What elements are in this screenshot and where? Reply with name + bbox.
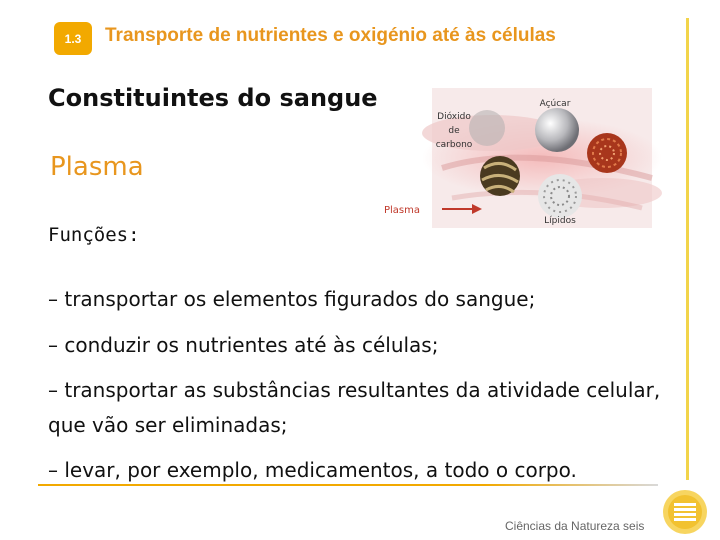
list-item: – transportar os elementos figurados do sangue; — [48, 287, 536, 311]
section-title: Constituintes do sangue — [48, 84, 378, 112]
footer-text: Ciências da Natureza seis — [505, 519, 645, 533]
plasma-heading: Plasma — [50, 152, 144, 182]
list-item: – levar, por exemplo, medicamentos, a todo o corpo. — [48, 458, 577, 482]
plasma-label: Plasma — [383, 205, 421, 216]
co2-molecule — [469, 110, 505, 146]
footer-divider — [38, 484, 658, 486]
lipid-molecule — [538, 174, 582, 218]
co2-label-line2: de — [448, 126, 460, 136]
sugar-label: Açúcar — [539, 99, 571, 109]
red-molecule — [587, 133, 627, 173]
right-divider — [686, 18, 689, 480]
list-item: – transportar as substâncias resultantes da atividade celular, que vão ser eliminadas; — [48, 378, 661, 437]
list-item: – conduzir os nutrientes até às células; — [48, 332, 439, 357]
co2-label-line3: carbono — [435, 140, 473, 150]
functions-list — [48, 282, 678, 499]
section-badge: 1.3 — [54, 22, 92, 55]
co2-label-line1: Dióxido — [437, 112, 471, 122]
sugar-molecule — [535, 108, 579, 152]
functions-label: Funções: — [48, 224, 140, 246]
publisher-logo-icon — [662, 489, 708, 535]
lipids-label: Lípidos — [544, 216, 576, 226]
blood-plasma-figure — [372, 88, 672, 238]
brown-molecule — [480, 156, 520, 196]
header-title: Transporte de nutrientes e oxigénio até às células — [105, 25, 556, 46]
